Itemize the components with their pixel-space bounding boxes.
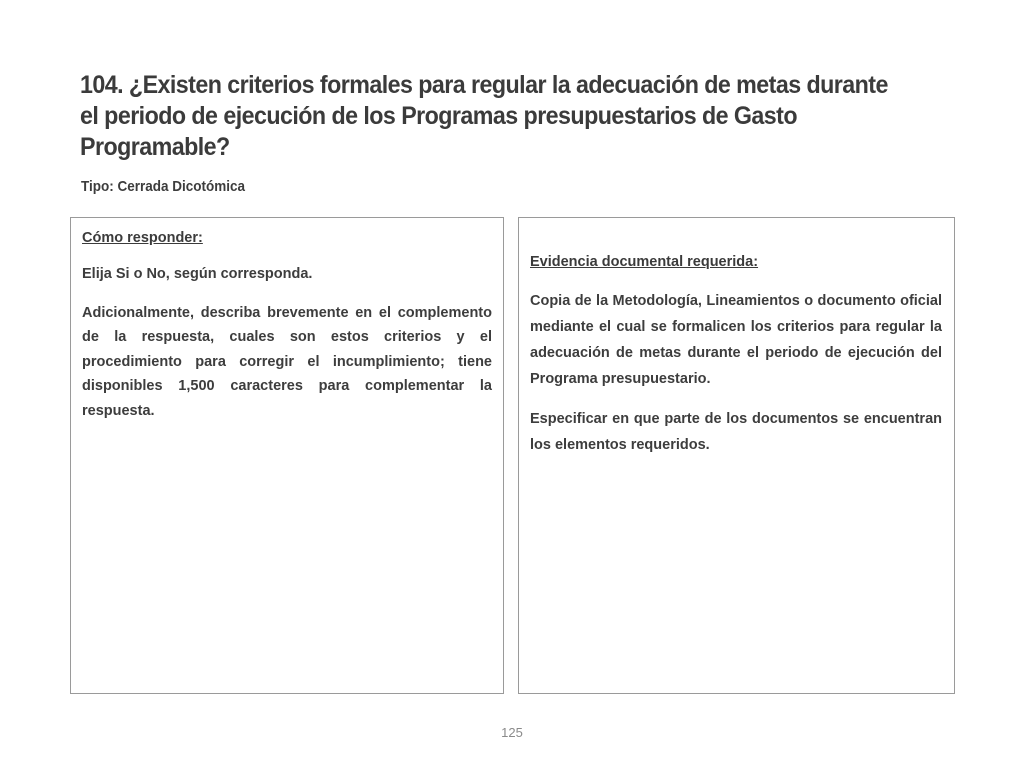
how-to-answer-paragraph-1: Elija Si o No, según corresponda.: [82, 266, 313, 282]
required-evidence-paragraph-2: Especificar en que parte de los documentos se encuentran los elementos requeridos.: [530, 411, 942, 453]
page-number: 125: [501, 725, 523, 740]
how-to-answer-paragraph-2: Adicionalmente, describa brevemente en el complemento de la respuesta, cuales son estos criterios y el procedimiento para corregir el incumplimiento; tiene disponibles 1,500 caracteres para complementar la respuesta.: [82, 304, 492, 419]
required-evidence-box: [518, 217, 955, 694]
required-evidence-heading: Evidencia documental requerida:: [530, 254, 759, 270]
how-to-answer-box: [70, 217, 504, 694]
how-to-answer-heading: Cómo responder:: [82, 230, 203, 246]
required-evidence-paragraph-1: Copia de la Metodología, Lineamientos o documento oficial mediante el cual se formalicen los criterios para regular la adecuación de metas durante el periodo de ejecución del Programa presupuestario.: [530, 293, 942, 387]
question-type: Tipo: Cerrada Dicotómica: [81, 178, 246, 195]
question-title: 104. ¿Existen criterios formales para regular la adecuación de metas durante el periodo de ejecución de los Programas presupuestarios de Gasto Programable?: [80, 71, 888, 161]
